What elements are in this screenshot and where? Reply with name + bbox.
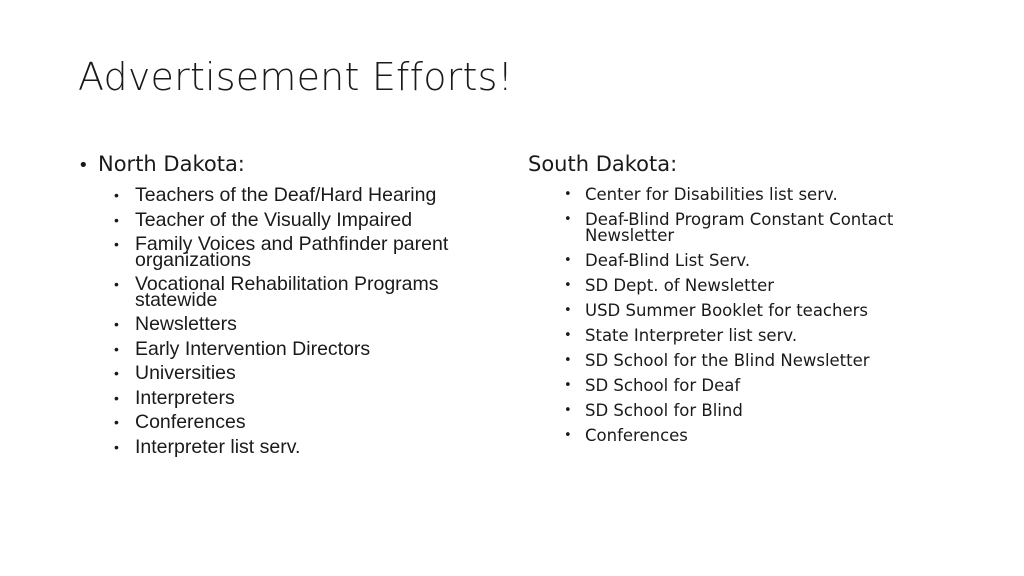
list-item: • SD School for the Blind Newsletter: [564, 350, 870, 370]
list-item: • Family Voices and Pathfinder parent organizations: [114, 233, 449, 271]
bullet-icon: •: [564, 377, 572, 393]
list-item: • State Interpreter list serv.: [564, 325, 798, 345]
north-dakota-heading: North Dakota:: [98, 152, 245, 176]
list-item: • SD School for Blind: [564, 400, 743, 420]
list-item: • Teachers of the Deaf/Hard Hearing: [114, 184, 437, 206]
list-item: • Center for Disabilities list serv.: [564, 185, 838, 204]
bullet-icon: •: [114, 414, 119, 430]
list-item: • USD Summer Booklet for teachers: [564, 300, 868, 320]
list-item: • Conferences: [114, 411, 246, 433]
north-dakota-heading-row: [78, 151, 498, 179]
bullet-icon: •: [114, 316, 119, 332]
bullet-icon: •: [564, 252, 572, 268]
bullet-icon: •: [114, 438, 119, 455]
bullet-icon: •: [114, 211, 119, 228]
bullet-icon: •: [564, 277, 572, 293]
list-item: • Conferences: [564, 425, 688, 445]
bullet-icon: •: [564, 327, 572, 343]
south-dakota-heading-row: [528, 151, 968, 177]
north-dakota-list: [114, 184, 498, 460]
bullet-icon: •: [564, 402, 572, 418]
list-item: • SD Dept. of Newsletter: [564, 275, 775, 295]
slide-title: Advertisement Efforts!: [78, 55, 513, 99]
north-dakota-column: [78, 151, 498, 460]
bullet-icon: •: [78, 155, 89, 176]
bullet-icon: •: [114, 340, 119, 357]
list-item: • Universities: [114, 362, 236, 384]
south-dakota-heading: South Dakota:: [528, 152, 678, 176]
list-item: • Early Intervention Directors: [114, 337, 371, 360]
list-item: • Deaf-Blind Program Constant Contact Newsletter: [564, 210, 894, 245]
south-dakota-list: [564, 182, 968, 448]
bullet-icon: •: [114, 389, 119, 406]
list-item: • Deaf-Blind List Serv.: [564, 250, 751, 270]
list-item: • Interpreters: [114, 386, 235, 409]
list-item: • Vocational Rehabilitation Programs statewide: [114, 273, 439, 311]
bullet-icon: •: [114, 236, 119, 252]
bullet-icon: •: [564, 187, 572, 202]
bullet-icon: •: [114, 365, 119, 381]
bullet-icon: •: [114, 276, 119, 292]
bullet-icon: •: [564, 302, 572, 318]
list-item: • Interpreter list serv.: [114, 435, 301, 458]
list-item: • Teacher of the Visually Impaired: [114, 208, 413, 231]
bullet-icon: •: [114, 187, 119, 203]
south-dakota-column: [528, 151, 968, 448]
list-item: • Newsletters: [114, 313, 237, 335]
list-item: • SD School for Deaf: [564, 375, 741, 395]
bullet-icon: •: [564, 212, 572, 227]
bullet-icon: •: [564, 352, 572, 368]
bullet-icon: •: [564, 427, 572, 443]
